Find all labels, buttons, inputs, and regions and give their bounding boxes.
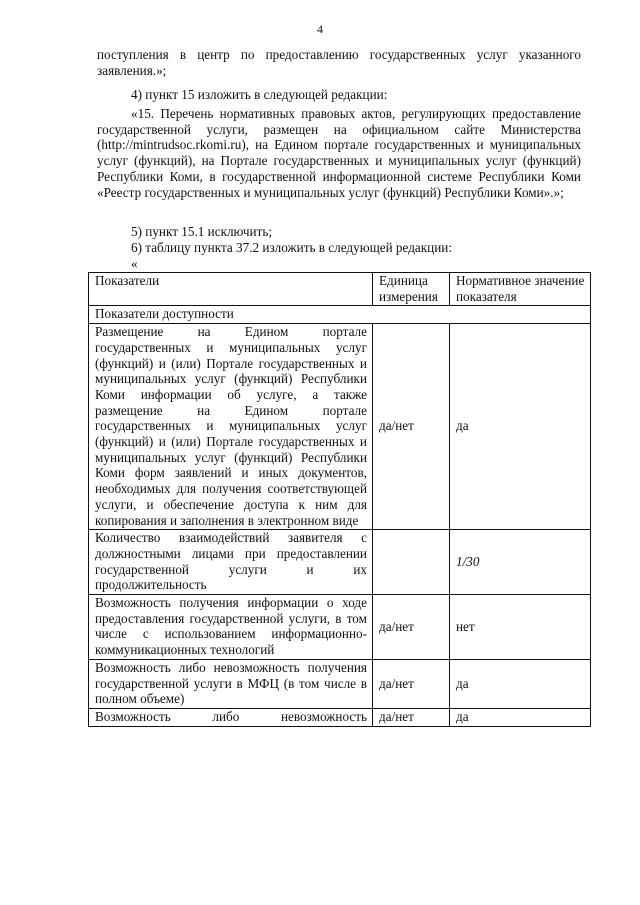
row-unit: да/нет — [373, 595, 450, 660]
row-unit: да/нет — [373, 324, 450, 530]
paragraph-15-text: «15. Перечень нормативных правовых актов, регулирующих предоставление государственной услуги, размещен на официальном сайте Министерства (http://mintrudsoc.rkomi.ru), на Едином портале государственных и муниципальных услуг (функций), на Портале государственных и муниципальных услуг (функций) Республики Коми, в государственной информационной системе Республики Коми «Реестр государственных и муниципальных услуг (функций) Республики Коми».»; — [97, 106, 581, 200]
open-quote: « — [131, 256, 138, 271]
table-row — [89, 530, 591, 595]
header-indicators: Показатели — [89, 273, 373, 306]
row-value: 1/30 — [450, 530, 591, 595]
header-value: Нормативное значение показателя — [450, 273, 591, 306]
header-unit: Единица измерения — [373, 273, 450, 306]
row-value: нет — [450, 595, 591, 660]
table-row — [89, 595, 591, 660]
row-indicator: Возможность либо невозможность — [89, 708, 373, 726]
table-row — [89, 659, 591, 708]
row-unit — [373, 530, 450, 595]
paragraph-15 — [97, 106, 581, 200]
table-section-row — [89, 306, 591, 324]
page-number: 4 — [317, 22, 323, 36]
row-indicator: Возможность либо невозможность получения государственной услуги в МФЦ (в том числе в полном объеме) — [89, 659, 373, 708]
item-5: 5) пункт 15.1 исключить; — [131, 224, 273, 239]
row-indicator: Размещение на Едином портале государственных и муниципальных услуг (функций) и (или) Портале государственных и муниципальных услуг (функций) Республики Коми информации об услуге, а также размещение на Едином портале государственных и муниципальных услуг (функций) и (или) Портале государственных и муниципальных услуг (функций) Республики Коми форм заявлений и иных документов, необходимых для получения соответствующей услуги, и обеспечение доступа к ним для копирования и заполнения в электронном виде — [89, 324, 373, 530]
table-row — [89, 708, 591, 726]
row-value: да — [450, 659, 591, 708]
table-header-row — [89, 273, 591, 306]
row-value: да — [450, 708, 591, 726]
table-row — [89, 324, 591, 530]
item-4: 4) пункт 15 изложить в следующей редакции: — [131, 87, 388, 102]
row-indicator: Возможность получения информации о ходе предоставления государственной услуги, в том числе с использованием информационно-коммуникационных технологий — [89, 595, 373, 660]
indicators-table — [88, 272, 591, 727]
row-value: да — [450, 324, 591, 530]
row-unit: да/нет — [373, 659, 450, 708]
section-title: Показатели доступности — [89, 306, 591, 324]
row-indicator: Количество взаимодействий заявителя с должностными лицами при предоставлении государственной услуги и их продолжительность — [89, 530, 373, 595]
intro-paragraph: поступления в центр по предоставлению государственных услуг указанного заявления.»; — [97, 47, 581, 78]
item-6: 6) таблицу пункта 37.2 изложить в следующей редакции: — [131, 240, 453, 255]
row-unit: да/нет — [373, 708, 450, 726]
